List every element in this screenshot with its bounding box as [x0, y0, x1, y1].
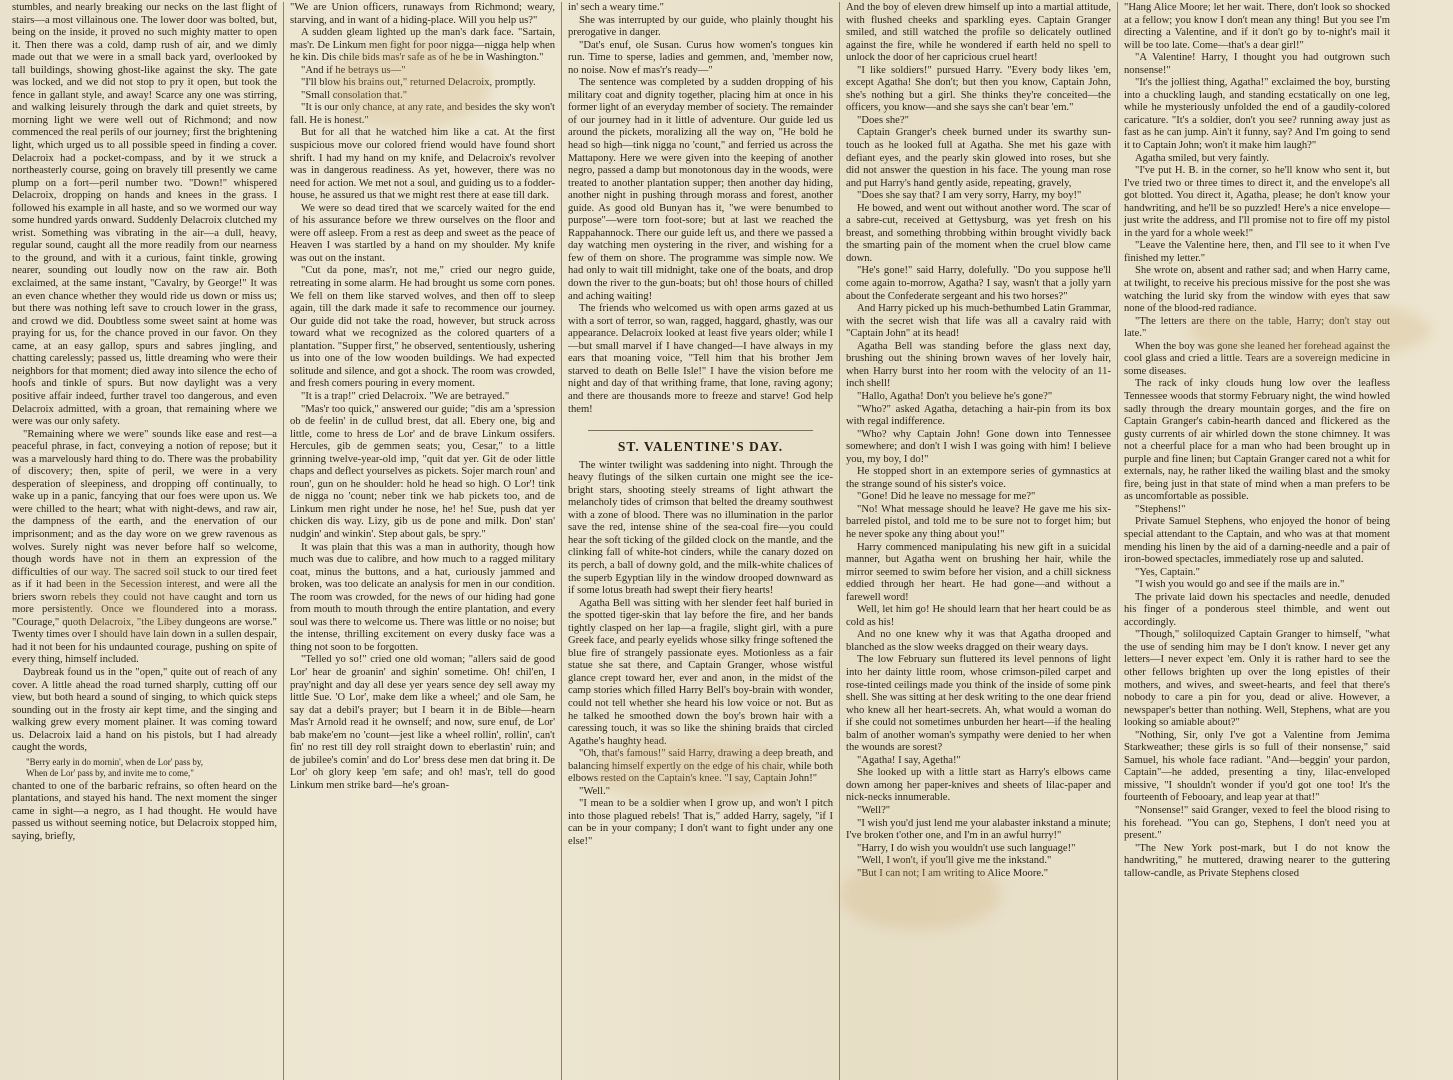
paragraph: "And if he betrays us—" — [301, 64, 406, 76]
text-columns — [6, 2, 1447, 1080]
paragraph: "Though," soliloquized Captain Granger to himself, "what the use of sending him may be I don't know. I never get any letters—I never expect 'em. Only it is rather hard to see the other fellows brighten up over the long epistles of their mothers, and wives, and sweet-hearts, and feel that there's nobody to care a pin for you, dead or alive. However, a newspaper's better than nothing. Well, Stephens, what are you looking so amiable about?" — [1124, 629, 1390, 729]
paragraph: A sudden gleam lighted up the man's dark face. "Sartain, mas'r. De Linkum men fight for poor nigga—nigga help when he kin. Dis chile bids mas'r safe as of he be in Washington." — [290, 27, 555, 64]
paragraph: We were so dead tired that we scarcely waited for the end of his assurance before we threw ourselves on the floor and were off asleep. From a rest as deep and sweet as the peace of Heaven I was startled by a hand on my shoulder. My knife was out on the instant. — [290, 202, 555, 264]
verse-line: When de Lor' pass by, and invite me to come," — [26, 767, 194, 778]
paragraph: The winter twilight was saddening into night. Through the heavy flutings of the silken curtain one might see the ice-bright stars, shooting steely streams of light athwart the melancholy tides of crimson that belted the dreamy southwest with a zone of blood. There was no illumination in the parlor save the red, intense shine of the sea-coal fire—you could hear the soft ticking of the gilded clock on the mantle, and the clinking fall of white-hot cinders, while the canary dozed on its perch, a ball of downy gold, and the milk-white chalices of the superb Egyptian lily in the window drooped downward as if some lotus breath had swept their fiery hearts! — [568, 459, 833, 597]
paragraph: "It is a trap!" cried Delacroix. "We are betrayed." — [301, 390, 510, 402]
paragraph: The friends who welcomed us with open arms gazed at us with a sort of terror, so wan, ragged, haggard, ghastly, was our appearance. Delacroix looked at least five years older; while I—but small marvel if I have changed—I have always in my ears that moaning voice, "Tell him that his brother Jem starved to death on Belle Isle!" I have the vision before me night and day of that writhing frame, that lone, raving agony; and there are thousands more to freeze and starve! God help them! — [568, 303, 833, 415]
paragraph: "I wish you'd just lend me your alabaster inkstand a minute; I've broken t'other one, and I'm in an awful hurry!" — [846, 817, 1111, 842]
paragraph: "But I can not; I am writing to Alice Moore." — [857, 867, 1049, 879]
paragraph: She wrote on, absent and rather sad; and when Harry came, at twilight, to receive his precious missive for the post she was watching the lurid sky from the window with eyes that saw none of the blood-red radiance. — [1124, 265, 1390, 315]
paragraph: Harry commenced manipulating his new gift in a suicidal manner, but Agatha went on brushing her hair, while the mirror seemed to swim before her vision, and a chill sickness eddied through her heart. He had gone—and without a farewell word! — [846, 541, 1111, 603]
paragraph: Agatha Bell was standing before the glass next day, brushing out the shining brown waves of her lovely hair, when Harry burst into her room with the velocity of an 11-inch shell! — [846, 340, 1111, 390]
paragraph: When the boy was gone she leaned her forehead against the cool glass and cried a little. Tears are a sovereign medicine in some diseases. — [1124, 340, 1390, 377]
paragraph: "Yes, Captain." — [1135, 566, 1200, 578]
song-verse — [26, 757, 277, 779]
paragraph: But for all that he watched him like a cat. At the first suspicious move our colored friend would have found short shrift. I had my hand on my knife, and Delacroix's revolver was in dangerous readiness. As yet, however, there was no need for action. We met not a soul, and guiding us to a fodder-house, he assured us that we might rest there at ease till dark. — [290, 127, 555, 202]
paragraph: "Hallo, Agatha! Don't you believe he's gone?" — [857, 390, 1053, 402]
paragraph: Well, let him go! He should learn that her heart could be as cold as his! — [846, 604, 1111, 628]
paragraph: Agatha Bell was sitting with her slender feet half buried in the spotted tiger-skin that lay before the fire, and her bands tightly clasped on her lap—a fragile, slight girl, with a pure Greek face, and pearly eyelids whose silky fringe softened the blue fire of strangely passionate eyes. Motionless as a fair statue she sat there, and Captain Granger, whose wistful glance crept toward her, ever and anon, in the midst of the camp stories which filled Harry Bell's boy-brain with wonder, could not tell whether she heard his low voice or not. But as he talked he smoothed down the boy's brown hair with a caressing touch, it was so like the shining braids that circled Agathe's haughty head. — [568, 597, 833, 747]
paragraph: "He's gone!" said Harry, dolefully. "Do you suppose he'll come again to-morrow, Agatha? I say, wasn't that a jolly yarn about the Confederate sergeant and his two horses?" — [846, 265, 1111, 302]
column-5 — [1118, 2, 1396, 1080]
paragraph: "Telled yo so!" cried one old woman; "allers said de good Lor' hear de groanin' and sighin' sometime. Oh! chil'en, I pray'night and day all dese yer years sence dey sell away my little Sue. 'O Lor', make dem like a wheel;' and ole Sam, he say dat a debil's prayer; but I bearn it in de Bible—hearn Mas'r Arnold read it he ownself; and now, sure enuf, de Lor' bab make'em no 'count—jest like a wheel rollin', rollin', can't fin' no rest till dey roll straight down to eberlastin' ruin; and de jubilee's comin' and do Lor' bress dese men dat bring it. De Lor' oh glory keep 'em safe; and oh! mas'r, tell do good Linkum men strike bard—he's groan- — [290, 654, 555, 791]
paragraph: "Stephens!" — [1135, 503, 1186, 515]
paragraph: "We are Union officers, runaways from Richmond; weary, starving, and in want of a hiding-place. Will you help us?" — [290, 2, 555, 26]
paragraph: "Nonsense!" said Granger, vexed to feel the blood rising to his forehead. "You can go, Stephens, I don't need you at present." — [1124, 805, 1390, 842]
paragraph: "Does she say that? I am very sorry, Harry, my boy!" — [857, 190, 1082, 202]
story-heading: ST. VALENTINE'S DAY. — [617, 439, 784, 455]
paragraph: It was plain that this was a man in authority, though how much was due to calibre, and how much to a ragged military coat, minus the buttons, and a hat, curiously jammed and broken, was too delicate an analysis for men in our condition. The room was crowded, for the news of our hiding had gone from mouth to mouth through the entire plantation, and every soul was there to welcome us. There was little or no noise; but the intense, thrilling excitement on every dusky face was a thing not soon to be forgotten. — [290, 541, 555, 653]
paragraph: "Hang Alice Moore; let her wait. There, don't look so shocked at a fellow; you know I don't mean any thing! But you see I'm directing a Valentine, and if it don't go by to-night's mail it will be too late. Come—that's a dear girl!" — [1124, 2, 1390, 51]
paragraph: "Harry, I do wish you wouldn't use such language!" — [857, 842, 1076, 854]
paragraph: "I'll blow his brains out," returned Delacroix, promptly. — [301, 77, 536, 89]
paragraph: "It's the jolliest thing, Agatha!" exclaimed the boy, bursting into a chuckling laugh, and standing ecstatically on one leg, while he mysteriously unfolded the end of a gaudily-colored caricature. "It's a soldier, don't you see? running away just as fast as he can jump. Ain't it funny, say? And I'm going to send it to Captain John; won't it make him laugh?" — [1124, 77, 1390, 152]
paragraph: "Cut da pone, mas'r, not me," cried our negro guide, retreating in some alarm. He had brought us some corn pones. We fell on them like starved wolves, and then off to sleep again, till the dark made it safe to recommence our journey. Our guide did not take the road, however, but struck across toward what we recognized as the colored quarters of a plantation. "Supper first," he observed, sententiously, ushering us into one of the low wooden buildings. We had expected solitude and silence, and got a shock. The room was crowded, and fresh comers pouring in every moment. — [290, 265, 555, 390]
paragraph: in' sech a weary time." — [568, 2, 664, 13]
verse-line: "Berry early in do mornin', when de Lor' pass by, — [26, 756, 204, 767]
paragraph: Agatha smiled, but very faintly. — [1135, 152, 1270, 164]
paragraph: "Well, I won't, if you'll give me the inkstand." — [857, 855, 1052, 867]
paragraph: "The letters are there on the table, Harry; don't stay out late." — [1124, 315, 1390, 340]
column-1 — [6, 2, 284, 1080]
paragraph: Private Samuel Stephens, who enjoyed the honor of being special attendant to the Captain, and who was at that moment mending his linen by the aid of a darning-needle and a pair of iron-bowed spectacles, immediately rose up and saluted. — [1124, 516, 1390, 566]
column-2 — [284, 2, 562, 1080]
paragraph: "I like soldiers!" pursued Harry. "Every body likes 'em, except Agatha! She don't; but then you know, Captain John, she's nothing but a girl. She thinks they're conceited—the officers, you know—and she says she can't bear 'em." — [846, 64, 1111, 114]
column-4 — [840, 2, 1118, 1080]
paragraph: "Well?" — [857, 805, 891, 816]
paragraph: "I've put H. B. in the corner, so he'll know who sent it, but I've tried two or three times to direct it, and the envelope's all got blotted. You direct it, Agatha, please; he don't know your handwriting, and he'll be so puzzled! Here's a nice envelope—just write the address, and I'll promise not to fire off my pistol in the yard for a whole week!" — [1124, 165, 1390, 239]
paragraph: "Oh, that's famous!" said Harry, drawing a deep breath, and balancing himself expertly on the edge of his chair, while both elbows rested on the Captain's knee. "I say, Captain John!" — [568, 748, 833, 785]
paragraph: And the boy of eleven drew himself up into a martial attitude, with flushed cheeks and sparkling eyes. Captain Granger smiled, and still watched the profile so delicately outlined against the fire, while he wondered if earth held no spell to unlock the door of her capricious cruel heart! — [846, 2, 1111, 64]
paragraph: "Mas'r too quick," answered our guide; "dis am a 'spression ob de feelin' in de cullud brest, dat all. Ebery one, big and little, come to hress de Lor' and de brave Linkum ossifers. Hercules, gib de gemmen seats; you, Cesar," to a little grinning twelve-year-old imp, "quit dat yer. Git de oder little chaps and deflect yourselves as pickets. Sojer march roun' and roun', gun on he shoulder: hold he head so high. O Lor'! tink de nigga no 'count; neber tink we hab pickets too, and de Linkum men right under he nose, he! he! Sue, push dat yer chicken dis way. Lizy, gib us de pone and milk. Don' stan' nudgin' and winkin'. Step about gals, be spry." — [290, 403, 555, 540]
paragraph: Captain Granger's cheek burned under its swarthy sun-touch as he looked full at Agatha. She met his gaze with defiant eyes, and the pearly skin glowed into roses, but she did not answer the question in his face. The young man rose and put Harry's hand gently aside, repeating, gravely, — [846, 127, 1111, 189]
paragraph: He bowed, and went out without another word. The scar of a sabre-cut, received at Gettysburg, was yet fresh on his breast, and something throbbing within brought vividly back the smarting pain of the moment when the cruel blow came down. — [846, 202, 1111, 264]
paragraph: And Harry picked up his much-bethumbed Latin Grammar, with the secret wish that life was all a cavalry raid with "Captain John" at its head! — [846, 303, 1111, 340]
paragraph: "A Valentine! Harry, I thought you had outgrown such nonsense!" — [1124, 52, 1390, 76]
paragraph: "Leave the Valentine here, then, and I'll see to it when I've finished my letter." — [1124, 240, 1390, 264]
paragraph: "Does she?" — [857, 114, 909, 126]
paragraph: He stopped short in an extempore series of gymnastics at the strange sound of his sister's voice. — [846, 466, 1111, 490]
paragraph: "Well." — [579, 785, 611, 797]
paragraph: "I wish you would go and see if the mails are in." — [1135, 579, 1345, 591]
paragraph: "Who? why Captain John! Gone down into Tennessee somewhere; and don't I wish I was going with him! I believe you, my boy, I do!" — [846, 428, 1111, 465]
paragraph: She was interrupted by our guide, who plainly thought his prerogative in danger. — [568, 14, 833, 39]
paragraph: chanted to one of the barbaric refrains, so often heard on the plantations, and stayed his hand. The next moment the singer came in sight—a negro, as I had thought. He would have passed us without seeming notice, but Delacroix stopped him, saying, briefly, — [12, 780, 277, 842]
paragraph: The private laid down his spectacles and needle, denuded his finger of a ponderous steel thimble, and went out accordingly. — [1124, 591, 1390, 628]
paragraph: The low February sun fluttered its level pennons of light into her dainty little room, whose crimson-piled carpet and rose-tinted ceilings made you think of the inside of some pink shell. She was sitting at her desk writing to the one dear friend who knew all her heart-secrets. Ah, what would a woman do if she could not sometimes unburden her heart—if the healing balm of another woman's sympathy were denied to her when the wounds are sorest? — [846, 654, 1111, 754]
paragraph: "Dat's enuf, ole Susan. Curus how women's tongues kin run. Time to sperse, ladies and gemmen, and, 'member now, no noise. Now ef mas'r's ready—" — [568, 39, 833, 76]
paragraph: The rack of inky clouds hung low over the leafless Tennessee woods that stormy February night, the wind howled sadly through the dreary mountain gorges, and the fire on Captain Granger's cabin-hearth danced and flickered as the gusty currents of air whirled down the stone chimney. It was not a cheerful place for a man who had been brought up in purple and fine linen; but Captain Granger cared not a whit for externals, nay, he rather liked the wailing blast and the smoky fire, being just in that state of mind when a man prefers to be as uncomfortable as possible. — [1124, 378, 1390, 503]
column-3 — [562, 2, 840, 1080]
paragraph: "Nothing, Sir, only I've got a Valentine from Jemima Starkweather; these girls is so full of their nonsense," said Samuel, his whole face radiant. "And—beggin' your pardon, Captain"—he added, presenting a tiny, lilac-enveloped missive, "I shouldn't wonder if you'd got one too! It's the fourteenth of Febooary, and leap year at that!" — [1124, 729, 1390, 804]
paragraph: She looked up with a little start as Harry's elbows came down among her paper-knives and sheets of lilac-paper and nick-necks innumerable. — [846, 767, 1111, 804]
section-divider — [588, 430, 813, 431]
paragraph: "The New York post-mark, but I do not know the handwriting," he muttered, drawing nearer to the guttering tallow-candle, as Private Stephens closed — [1124, 842, 1390, 879]
paragraph: "Agatha! I say, Agetha!" — [857, 754, 961, 766]
paragraph: "Small consolation that." — [301, 89, 408, 101]
paragraph: "I mean to be a soldier when I grow up, and won't I pitch into those plagued rebels! That is," added Harry, sagely, "if I can be in your company; I don't want to fight under any one else!" — [568, 798, 833, 847]
paragraph: "Remaining where we were" sounds like ease and rest—a peaceful phrase, in fact, conveying a notion of repose; but it was a marvelously hard thing to do. There was the probability of discovery; then, spite of peril, we were in a very desperation of sleepiness, and dropping off continually, to wake up in a panic, fancying that our foes were upon us. We were chilled to the heart; what with night-dews, and raw air, the dampness of the earth, and the enervation of our imprisonment; and as the day wore on we grew ravenous as wolves. Surely night was never before half so welcome, though words have not in them an expression of the difficulties of our way. The sacred soil stuck to our tired feet as if it had been in the Secession interest, and were all the briers sworn rebels they could not have caught and torn us more persistently. Once we floundered into a morass. "Courage," quoth Delacroix, "the Libey dungeons are worse." Twenty times over I should have lain down in a sullen despair, had it not been for his undaunted courage, pushing on spite of every thing, himself included. — [12, 428, 277, 666]
paragraph: stumbles, and nearly breaking our necks on the last flight of stairs—a most villainous one. The lower door was bolted, but, being on the inside, it proved no such mighty matter to open it. Then there was a cold, damp rush of air, and we dimly made out that we were in a small back yard, overlooked by tall buildings, showing ghost-like against the sky. The gate was locked, and we did not stop to pry it open, but took the fence in gallant style, and away! Scarce any one was stirring, and walking leisurely through the dark and quiet streets, by morning light we were well out of Richmond; and now commenced the real perils of our journey; first the brightening light, which urged us to all possible speed in finding a cover. Delacroix had a pocket-compass, and by it we struck a northeasterly course, going on bravely till presently we came plump on a fort—peril number two. "Down!" whispered Delacroix, dropping on hands and knees in the grass. I followed his example in all haste, and so we wormed our way some hundred yards onward. Suddenly Delacroix clutched my wrist. Something was vibrating in the air—a dull, heavy, regular sound, caught all the more readily from our nearness to the ground, and with it a curious, faint tinkle, growing nearer, sounding out loudly now on the raw air. Both exclaimed, at the same instant, "Cavalry, by George!" It was an even chance whether they would ride us down or miss us; but there was nothing left save to crouch lower in the grass, and crowd we did. Doubtless some sweet saint at home was praying for us, for the chance proved in our favor. On they came, at an easy gallop, spurs and sabres jingling, and chatting carelessly; passed us, little dreaming who were their neighbors for that moment; died away into silence the echo of hoofs and tinkle of spurs. But now daylight was a very positive affair indeed, further travel too dangerous, and even Delacroix admitted, with a groan, that remaining where we were was our only safety. — [12, 2, 277, 428]
paragraph: "Gone! Did he leave no message for me?" — [857, 491, 1036, 503]
paragraph: "No! What message should he leave? He gave me his six-barreled pistol, and told me to be sure not to forget him; but he never spoke any thing about you!" — [846, 503, 1111, 540]
paragraph: The sentence was completed by a sudden dropping of his military coat and dignity together, placing him at once in his former light of an everyday member of society. The remainder of our journey had in it little of adventure. Our guide led us around the pickets, moralizing all the way on, "He bold he head so high—tink nigga no 'count," and ferried us across the Mattapony. Here we were given into the keeping of another negro, passed a damp but monotonous day in the woods, were treated to another plantation supper; then another day hiding, another night in pushing through morass and forest, another guide. As good old Bunyan has it, "we were benumbed to purpose"—were torn foot-sore; but at last we reached the Rappahannock. There our guide left us, and there we passed a day watching men oystering in the river, and wishing for a few of them on shore. The programme was simple now. We had only to wait till midnight, take one of the boats, and drop down the river to the gun-boats; but oh! those hours of chilled and aching waiting! — [568, 77, 833, 302]
paragraph: "It is our only chance, at any rate, and besides the sky won't fall. He is honest." — [290, 102, 555, 126]
paragraph: Daybreak found us in the "open," quite out of reach of any cover. A little ahead the road turned sharply, cutting off our view, but both heard a sound of singing, to which quick steps sounding out in the frosty air kept time, and the singing and walking grew every moment plainer. It was coming toward us. Delacroix laid a hand on his pistols, but I had already caught the words, — [12, 666, 277, 754]
paragraph: And no one knew why it was that Agatha drooped and blanched as the slow weeks dragged on their weary days. — [846, 629, 1111, 653]
paragraph: "Who?" asked Agatha, detaching a hair-pin from its box with regal indifference. — [846, 403, 1111, 428]
